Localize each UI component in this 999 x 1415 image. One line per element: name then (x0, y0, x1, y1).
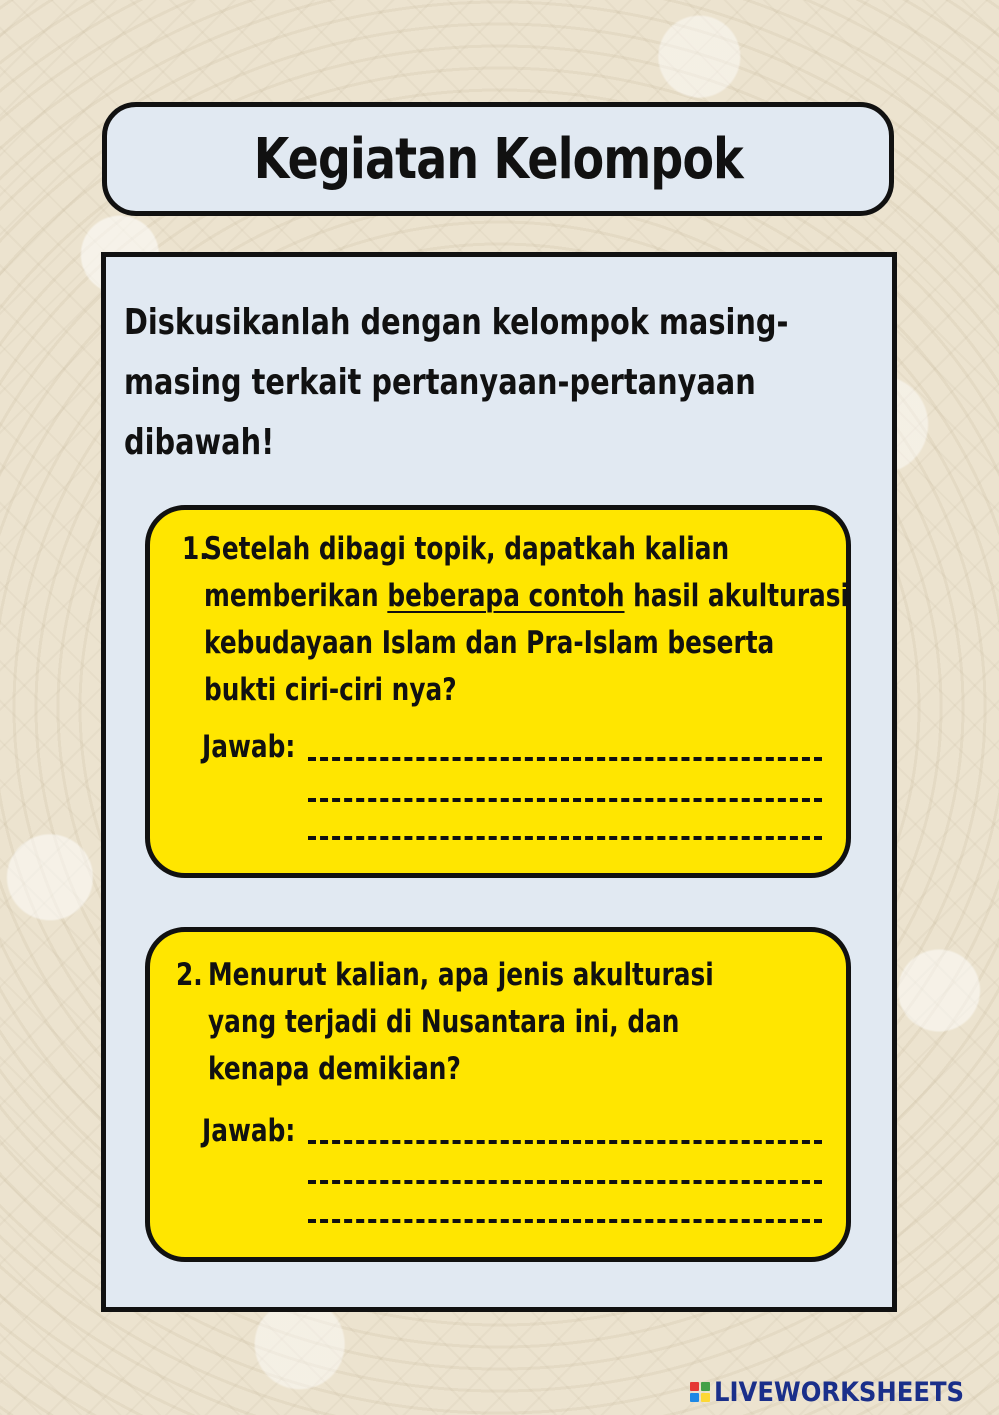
underlined-phrase: beberapa contoh (387, 578, 625, 614)
logo-square (701, 1382, 710, 1391)
answer-line[interactable] (308, 1219, 822, 1223)
answer-line[interactable] (308, 1140, 822, 1144)
liveworksheets-footer (690, 1372, 992, 1412)
answer-label: Jawab: (202, 729, 296, 765)
title-banner (102, 102, 894, 216)
answer-line[interactable] (308, 1180, 822, 1184)
question-card-1 (145, 505, 851, 878)
answer-line[interactable] (308, 836, 822, 840)
liveworksheets-logo-icon (690, 1382, 710, 1402)
brand-name: LIVEWORKSHEETS (714, 1376, 965, 1408)
question-text-part: hasil akulturasi kebudayaan Islam dan Pra-Islam beserta bukti ciri-ciri nya? (204, 578, 850, 708)
question-number: 1. (182, 531, 209, 567)
question-text-part: Setelah dibagi topik, dapatkah kalian memberikan (204, 531, 730, 614)
question-card-2 (145, 927, 851, 1262)
question-text: Menurut kalian, apa jenis akulturasi yang terjadi di Nusantara ini, dan kenapa demikian? (208, 957, 714, 1087)
logo-square (701, 1393, 710, 1402)
question-number: 2. (176, 957, 203, 993)
page-title: Kegiatan Kelompok (253, 126, 743, 192)
logo-square (690, 1382, 699, 1391)
logo-square (690, 1393, 699, 1402)
answer-label: Jawab: (202, 1113, 296, 1149)
answer-line[interactable] (308, 798, 822, 802)
answer-line[interactable] (308, 757, 822, 761)
instruction-text: Diskusikanlah dengan kelompok masing-masing terkait pertanyaan-pertanyaan dibawah! (124, 302, 789, 463)
question-text (204, 526, 852, 714)
